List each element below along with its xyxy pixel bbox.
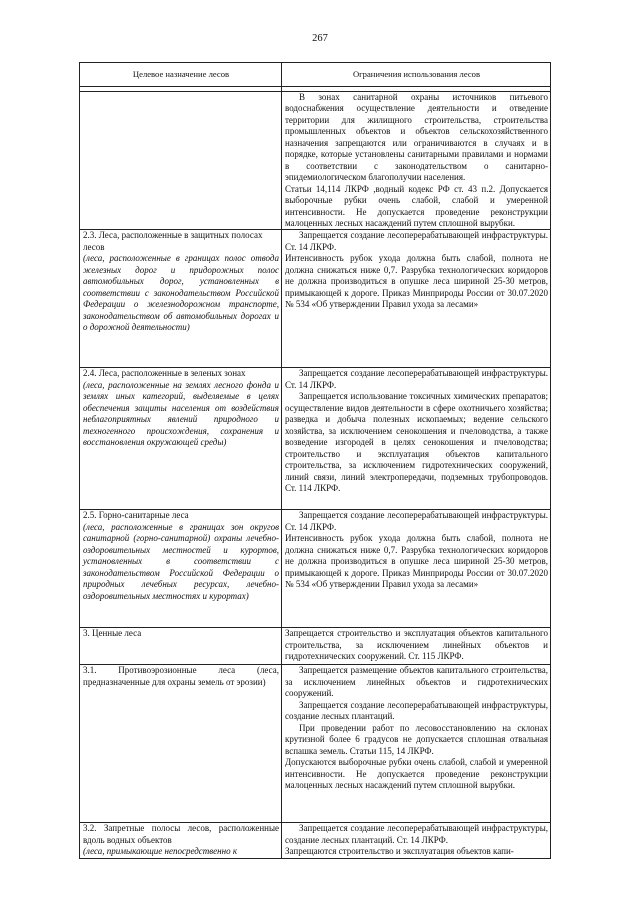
- header-use-restrictions: Ограничения использования лесов: [282, 63, 551, 87]
- forest-category-note: (леса, примыкающие непосредственно к: [83, 846, 238, 857]
- forest-category-heading: 2.4. Леса, расположенные в зеленых зонах: [83, 368, 246, 379]
- restriction-text: Запрещается создание лесоперерабатывающей инфраструктуры. Ст. 14 ЛКРФ.: [285, 368, 548, 390]
- restriction-text: Запрещается создание лесоперерабатывающей инфраструктуры. Ст. 14 ЛКРФ.: [285, 230, 548, 252]
- forest-use-restrictions-table: [79, 62, 551, 859]
- forest-category-note: (леса, расположенные в границах полос отвода железных дорог и придорожных полос автомобильных дорог, установленных в соответствии с законодательством Российской Федерации о железнодорожном транспорте, законодательством об автомобильных дорогах и о дорожной деятельности): [83, 253, 279, 333]
- forest-purpose-cell: [80, 628, 282, 665]
- restriction-text: Интенсивность рубок ухода должна быть слабой, полнота не должна снижаться ниже 0,7. Разрубка технологических коридоров не должна производиться в опушке леса шириной 25-30 метров, примыкающей к дороге. Приказ Минприроды России от 30.07.2020 № 534 «Об утверждении Правил ухода за лесами»: [285, 253, 548, 310]
- forest-purpose-cell: [80, 823, 282, 859]
- restriction-text: При проведении работ по лесовосстановлению на склонах крутизной более 6 градусов не допускается сплошная отвальная вспашка земель. Статьи 115, 14 ЛКРФ.: [285, 722, 548, 756]
- forest-purpose-cell: [80, 92, 282, 230]
- forest-category-heading: 3. Ценные леса: [83, 628, 142, 639]
- restrictions-cell: [282, 510, 551, 628]
- restriction-text: Запрещается размещение объектов капитального строительства, за исключением линейных объектов и гидротехнических сооружений.: [285, 665, 548, 699]
- table-header-row: [80, 63, 551, 87]
- table-row: [80, 230, 551, 368]
- restriction-text: В зонах санитарной охраны источников питьевого водоснабжения осуществление деятельности и отведение территории для жилищного строительства, строительства промышленных объектов и объектов сельскохозяйственного назначения запрещаются или ограничиваются в случаях и в порядке, которые установлены санитарными правилами и нормами в соответствии с законодательством о санитарно-эпидемиологическом благополучии населения.: [285, 92, 548, 183]
- forest-purpose-cell: [80, 510, 282, 628]
- restriction-text: Запрещается строительство и эксплуатация объектов капитального строительства, за исключением линейных объектов и гидротехнических сооружений. Ст. 115 ЛКРФ.: [285, 628, 548, 662]
- restrictions-cell: [282, 628, 551, 665]
- forest-category-heading: 2.5. Горно-санитарные леса: [83, 510, 189, 521]
- forest-purpose-cell: [80, 230, 282, 368]
- restrictions-cell: [282, 823, 551, 859]
- page-number: 267: [312, 33, 328, 44]
- forest-category-heading: 3.2. Запретные полосы лесов, расположенные вдоль водных объектов: [83, 823, 279, 845]
- forest-category-note: (леса, расположенные в границах зон округов санитарной (горно-санитарной) охраны лечебно-оздоровительных местностей и курортов, установленных в соответствии с законодательством Российской Федерации о природных лечебных ресурсах, лечебно-оздоровительных местностях и курортах): [83, 521, 279, 601]
- header-forest-purpose: Целевое назначение лесов: [80, 63, 282, 87]
- forest-category-heading: 2.3. Леса, расположенные в защитных полосах лесов: [83, 230, 263, 252]
- restrictions-cell: [282, 92, 551, 230]
- table-row: [80, 628, 551, 665]
- forest-purpose-cell: [80, 665, 282, 823]
- restrictions-cell: [282, 368, 551, 510]
- restriction-text: Допускаются выборочные рубки очень слабой, слабой и умеренной интенсивности. Не допускается проведение реконструкции малоценных лесных насаждений путем сплошной вырубки.: [285, 757, 548, 790]
- forest-category-heading: 3.1. Противоэрозионные леса (леса, предназначенные для охраны земель от эрозии): [83, 665, 279, 687]
- table-row: [80, 92, 551, 230]
- restriction-text: Запрещается создание лесоперерабатывающей инфраструктуры, создание лесных плантаций.: [285, 699, 548, 722]
- table-row: [80, 823, 551, 859]
- forest-category-note: (леса, расположенные на землях лесного фонда и землях иных категорий, выделяемые в целях обеспечения защиты населения от воздействия неблагоприятных явлений природного и техногенного происхождения, сохранения и восстановления окружающей среды): [83, 379, 279, 448]
- restrictions-cell: [282, 230, 551, 368]
- forest-purpose-cell: [80, 368, 282, 510]
- restrictions-cell: [282, 665, 551, 823]
- table-row: [80, 510, 551, 628]
- restriction-text: Запрещаются строительство и эксплуатация объектов капи-: [285, 846, 514, 857]
- restriction-text: Запрещается создание лесоперерабатывающей инфраструктуры. Ст. 14 ЛКРФ.: [285, 510, 548, 532]
- restriction-text: Запрещается использование токсичных химических препаратов; осуществление видов деятельности в сфере охотничьего хозяйства; разведка и добыча полезных ископаемых; ведение сельского хозяйства, за исключением сенокошения и пчеловодства, а также возведение изгородей в целях сенокошения и пчеловодства; строительство и эксплуатация объектов капитального строительства, за исключением гидротехнических сооружений, линий связи, линий электропередачи, подземных трубопроводов. Ст. 114 ЛКРФ.: [285, 391, 548, 493]
- restriction-text: Запрещается создание лесоперерабатывающей инфраструктуры, создание лесных плантаций. Ст. 14 ЛКРФ.: [285, 823, 548, 845]
- table-row: [80, 368, 551, 510]
- restriction-text: Статьи 14,114 ЛКРФ ,водный кодекс РФ ст. 43 п.2. Допускается выборочные рубки очень слабой, слабой и умеренной интенсивности. Не допускается проведение реконструкции малоценных лесных насаждений путем сплошной вырубки.: [285, 183, 548, 228]
- table-row: [80, 665, 551, 823]
- restriction-text: Интенсивность рубок ухода должна быть слабой, полнота не должна снижаться ниже 0,7. Разрубка технологических коридоров не должна производиться в опушке леса шириной 25-30 метров, примыкающей к дороге. Приказ Минприроды России от 30.07.2020 № 534 «Об утверждении Правил ухода за лесами»: [285, 533, 548, 590]
